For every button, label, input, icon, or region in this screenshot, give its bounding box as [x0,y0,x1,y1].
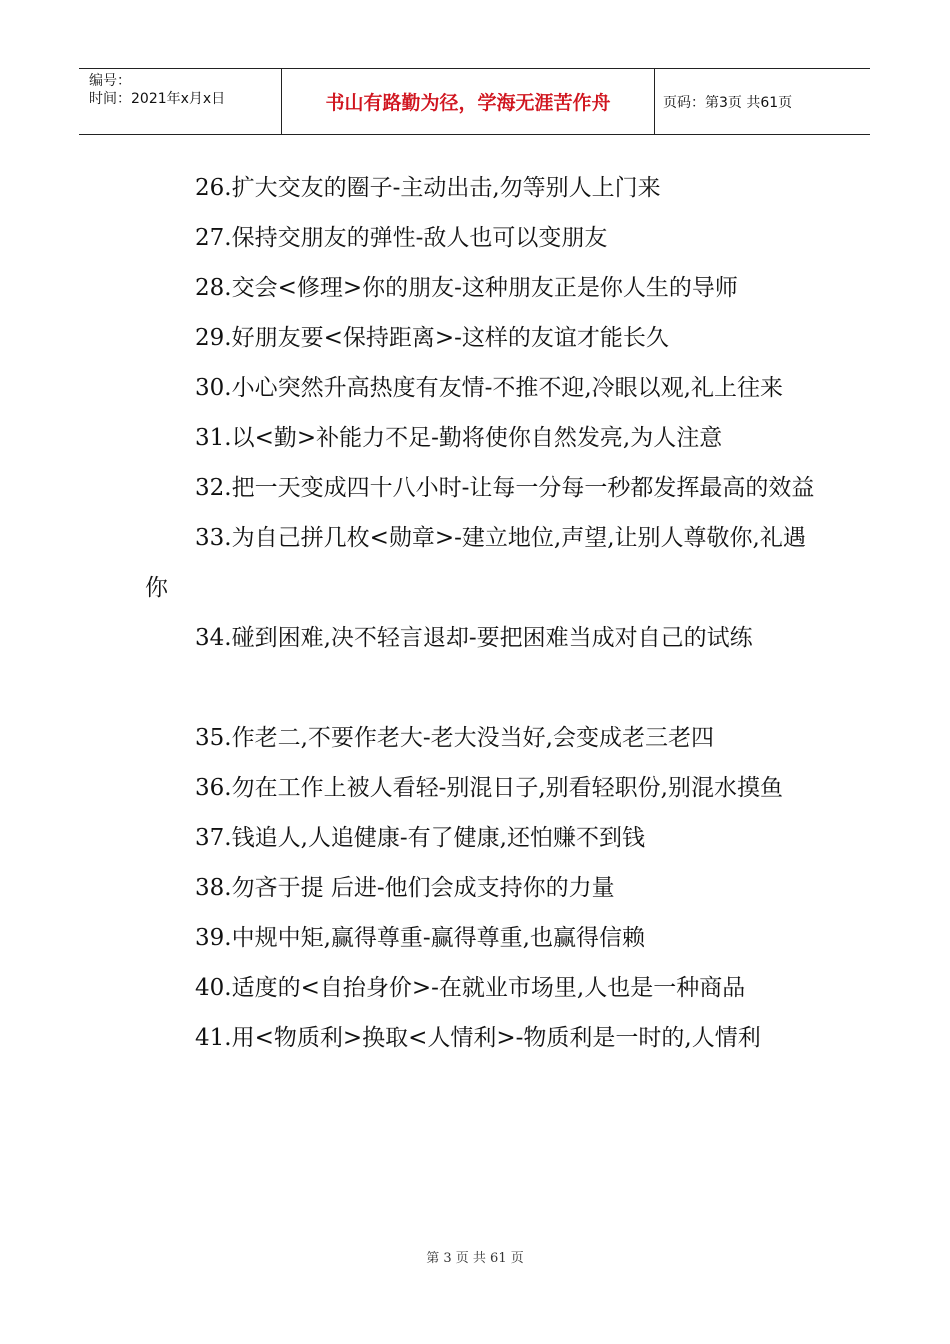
list-item: 32.把一天变成四十八小时-让每一分每一秒都发挥最高的效益 [195,475,815,501]
list-item: 37.钱追人,人追健康-有了健康,还怕赚不到钱 [195,825,645,851]
list-item: 26.扩大交友的圈子-主动出击,勿等别人上门来 [195,175,661,201]
header-page-info: 页码：第3页 共61页 [663,94,793,111]
list-item: 31.以<勤>补能力不足-勤将使你自然发亮,为人注意 [195,425,723,451]
list-item: 39.中规中矩,赢得尊重-赢得尊重,也赢得信赖 [195,925,645,951]
list-item: 27.保持交朋友的弹性-敌人也可以变朋友 [195,225,608,251]
list-item: 40.适度的<自抬身价>-在就业市场里,人也是一种商品 [195,975,746,1001]
number-label: 编号： [89,73,131,89]
list-item: 28.交会<修理>你的朋友-这种朋友正是你人生的导师 [195,275,738,301]
list-item: 41.用<物质利>换取<人情利>-物质利是一时的,人情利 [195,1025,761,1051]
paragraph-gap [145,663,815,713]
page-footer: 第 3 页 共 61 页 [426,1251,524,1266]
header-meta [79,69,282,134]
document-header [79,68,870,135]
list-item: 30.小心突然升高热度有友情-不推不迎,冷眼以观,礼上往来 [195,375,783,401]
header-motto: 书山有路勤为径，学海无涯苦作舟 [282,69,655,134]
list-item: 29.好朋友要<保持距离>-这样的友谊才能长久 [195,325,669,351]
document-body [145,163,815,1063]
list-item: 34.碰到困难,决不轻言退却-要把困难当成对自己的试练 [195,625,753,651]
list-item: 38.勿吝于提 后进-他们会成支持你的力量 [195,875,615,901]
list-item: 33.为自己拼几枚<勋章>-建立地位,声望,让别人尊敬你,礼遇你 [145,525,806,601]
list-item: 36.勿在工作上被人看轻-别混日子,别看轻职份,别混水摸鱼 [195,775,783,801]
time-label: 时间：2021年x月x日 [89,91,226,107]
list-item: 35.作老二,不要作老大-老大没当好,会变成老三老四 [195,725,714,751]
